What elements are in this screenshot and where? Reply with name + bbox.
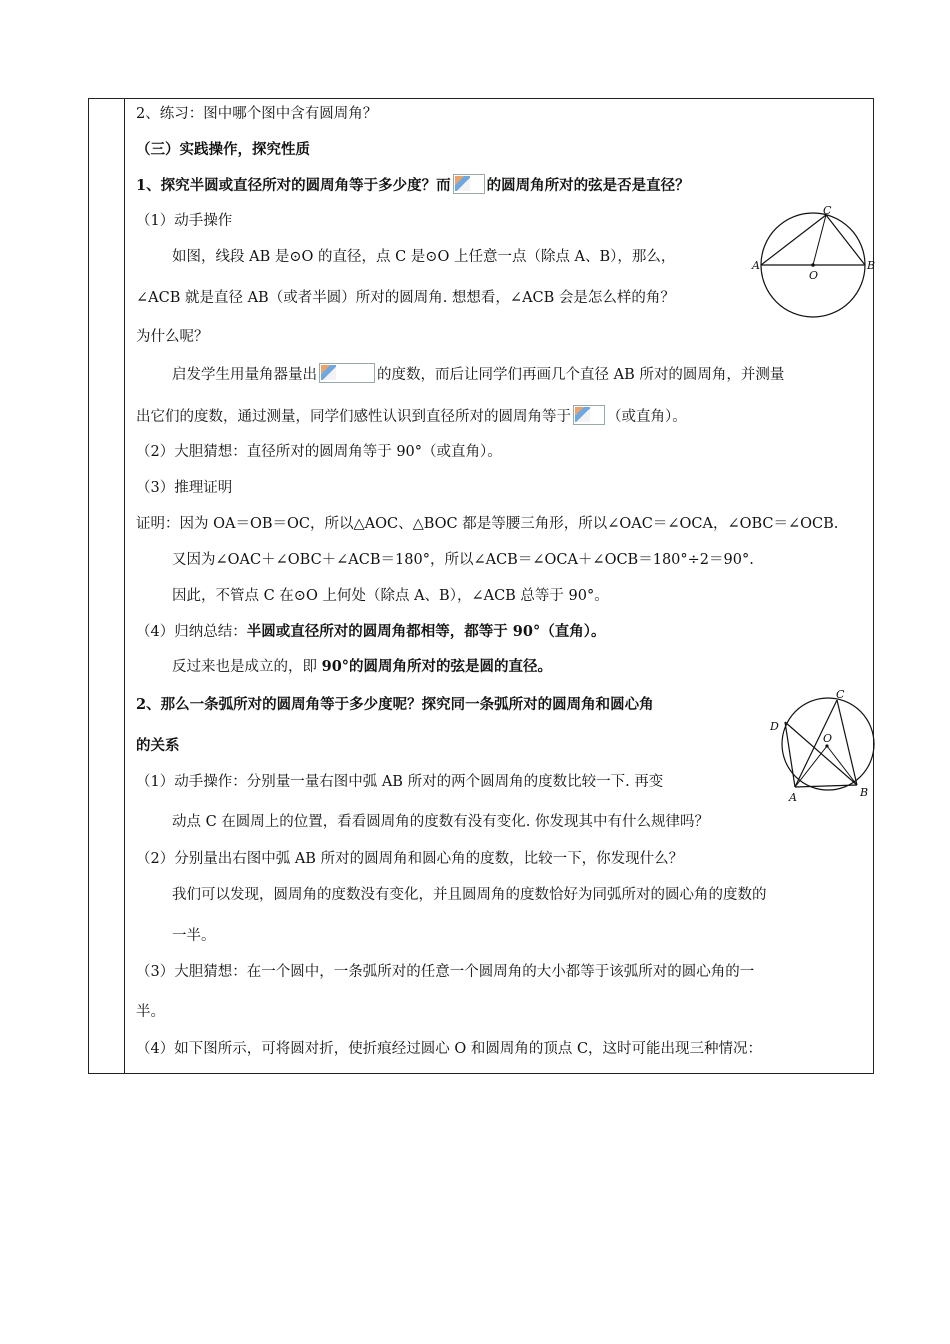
label-b: B xyxy=(867,259,876,272)
question-1-part-a: 1、探究半圆或直径所对的圆周角等于多少度？而 xyxy=(136,177,451,194)
text-line: ∠ACB 就是直径 AB（或者半圆）所对的圆周角. 想想看，∠ACB 会是怎么样的角？ xyxy=(136,290,675,306)
proof-line: 又因为∠OAC＋∠OBC＋∠ACB＝180°，所以∠ACB＝∠OCA＋∠OCB＝180°÷2＝90°. xyxy=(172,552,754,568)
text-line: （1）动手操作 xyxy=(136,213,233,229)
label-o: O xyxy=(809,269,819,282)
text-line: （1）动手操作：分别量一量右图中弧 AB 所对的两个圆周角的度数比较一下. 再变 xyxy=(136,774,664,790)
text-line: 如图，线段 AB 是⊙O 的直径，点 C 是⊙O 上任意一点（除点 A、B），那么， xyxy=(172,249,676,265)
text-part: 的度数，而后让同学们再画几个直径 AB 所对的圆周角，并测量 xyxy=(377,367,785,383)
text-line xyxy=(172,363,784,385)
text-line: （3）大胆猜想：在一个圆中，一条弧所对的任意一个圆周角的大小都等于该弧所对的圆心角的一 xyxy=(136,964,755,980)
question-2-cont: 的关系 xyxy=(136,737,180,754)
label-c: C xyxy=(836,688,845,701)
text-line: 动点 C 在圆周上的位置，看看圆周角的度数有没有变化. 你发现其中有什么规律吗？ xyxy=(172,814,710,830)
text-part: 反过来也是成立的，即 xyxy=(172,659,322,675)
label-c: C xyxy=(823,205,832,217)
formula-image-placeholder xyxy=(453,174,485,194)
text-line: 为什么呢？ xyxy=(136,329,209,345)
label-b: B xyxy=(860,786,869,799)
formula-image-placeholder xyxy=(573,405,605,425)
text-line: 一半。 xyxy=(172,928,216,944)
text-line: （4）如下图所示，可将圆对折，使折痕经过圆心 O 和圆周角的顶点 C，这时可能出现三种情况： xyxy=(136,1041,763,1057)
summary-bold: 半圆或直径所对的圆周角都相等，都等于 90°（直角）。 xyxy=(246,623,606,640)
text-line: 半。 xyxy=(136,1004,165,1020)
question-1 xyxy=(136,174,690,196)
question-1-part-b: 的圆周角所对的弦是否是直径？ xyxy=(486,177,690,194)
circle-diagram-arc xyxy=(765,686,880,806)
proof-line: 证明：因为 OA＝OB＝OC，所以△AOC、△BOC 都是等腰三角形，所以∠OAC＝∠OCA，∠OBC＝∠OCB. xyxy=(136,516,839,532)
summary-line xyxy=(136,622,605,642)
label-a: A xyxy=(752,259,760,272)
text-line xyxy=(172,657,552,677)
formula-image-placeholder xyxy=(319,363,375,383)
proof-line: 因此，不管点 C 在⊙O 上何处（除点 A、B），∠ACB 总等于 90°。 xyxy=(172,588,609,604)
text-line: （2）分别量出右图中弧 AB 所对的圆周角和圆心角的度数，比较一下，你发现什么？ xyxy=(136,851,684,867)
question-2: 2、那么一条弧所对的圆周角等于多少度呢？探究同一条弧所对的圆周角和圆心角 xyxy=(136,696,654,713)
label-a: A xyxy=(789,791,797,804)
text-part: 出它们的度数，通过测量，同学们感性认识到直径所对的圆周角等于 xyxy=(136,409,571,425)
converse-bold: 90°的圆周角所对的弦是圆的直径。 xyxy=(321,658,553,675)
label-o: O xyxy=(823,732,833,745)
circle-diagram-diameter xyxy=(750,205,880,325)
text-part: （或直角）。 xyxy=(607,409,687,425)
text-line: 2、练习：图中哪个图中含有圆周角？ xyxy=(136,106,378,122)
text-line: （2）大胆猜想：直径所对的圆周角等于 90°（或直角）。 xyxy=(136,444,502,460)
section-heading: （三）实践操作，探究性质 xyxy=(136,141,310,158)
text-line: 我们可以发现，圆周角的度数没有变化，并且圆周角的度数恰好为同弧所对的圆心角的度数的 xyxy=(172,887,767,903)
text-part: （4）归纳总结： xyxy=(136,624,247,640)
text-line: （3）推理证明 xyxy=(136,480,233,496)
label-d: D xyxy=(770,720,779,733)
text-part: 启发学生用量角器量出 xyxy=(172,367,317,383)
table-column-divider xyxy=(124,98,125,1074)
text-line xyxy=(136,405,687,427)
